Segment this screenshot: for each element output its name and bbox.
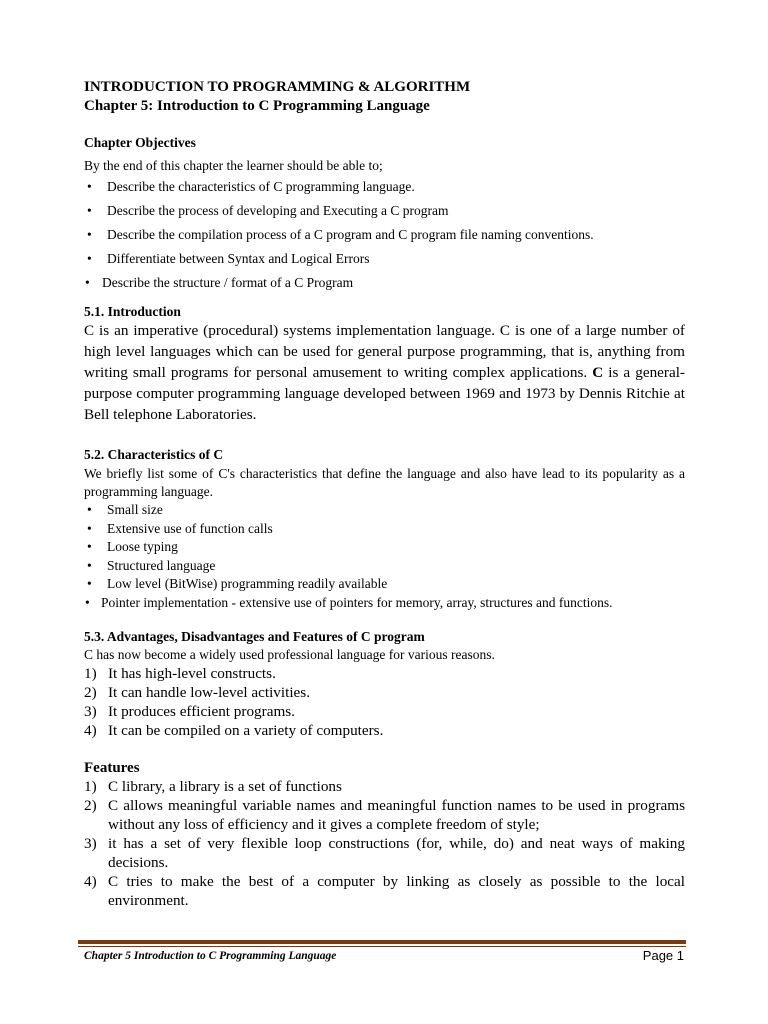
list-item: • Describe the process of developing and Executing a C program (84, 199, 685, 223)
introduction-heading: 5.1. Introduction (84, 304, 181, 319)
bullet-icon: • (87, 179, 92, 194)
page-number: Page 1 (642, 948, 684, 963)
footer-rule-thin (78, 946, 686, 947)
bullet-icon: • (87, 251, 92, 266)
list-item: • Low level (BitWise) programming readily available (84, 575, 685, 594)
list-item: 3) it has a set of very flexible loop constructions (for, while, do) and neat ways of making decisions. (84, 835, 685, 871)
list-item: • Loose typing (84, 538, 685, 557)
characteristics-intro: We briefly list some of C's characteristics that define the language and also have lead to its popularity as a programming language. (84, 466, 685, 499)
footer-chapter-label: Chapter 5 Introduction to C Programming Language (84, 950, 337, 962)
advantages-list (84, 664, 685, 740)
bullet-icon: • (87, 539, 92, 554)
advantages-heading: 5.3. Advantages, Disadvantages and Features of C program (84, 629, 425, 644)
document-page (84, 78, 685, 910)
list-item: • Extensive use of function calls (84, 520, 685, 539)
list-item: 2) C allows meaningful variable names and meaningful function names to be used in programs without any loss of efficiency and it gives a complete freedom of style; (84, 797, 685, 833)
bullet-icon: • (85, 275, 90, 290)
list-item: 1) It has high-level constructs. (84, 665, 276, 682)
list-item: • Small size (84, 501, 685, 520)
introduction-body: C is an imperative (procedural) systems implementation language. C is one of a large number of high level languages which can be used for general purpose programming, that is, anything from writing small programs for personal amusement to writing complex applications. C is a general-purpose computer programming language developed between 1969 and 1973 by Dennis Ritchie at Bell telephone Laboratories. (84, 322, 685, 423)
features-list (84, 777, 685, 910)
bullet-icon: • (87, 203, 92, 218)
advantages-intro: C has now become a widely used professional language for various reasons. (84, 647, 495, 662)
list-item: 4) C tries to make the best of a computer by linking as closely as possible to the local environment. (84, 873, 685, 909)
bullet-icon: • (85, 594, 90, 610)
list-item: 3) It produces efficient programs. (84, 703, 295, 720)
bullet-icon: • (87, 557, 92, 573)
list-item: • Describe the structure / format of a C Program (84, 271, 685, 295)
chapter-title: Chapter 5: Introduction to C Programming Language (84, 98, 430, 114)
list-item: • Structured language (84, 557, 685, 576)
objectives-intro: By the end of this chapter the learner should be able to; (84, 158, 383, 173)
characteristics-list (84, 501, 685, 612)
list-item: 1) C library, a library is a set of functions (84, 778, 342, 795)
objectives-list (84, 175, 685, 295)
document-title: INTRODUCTION TO PROGRAMMING & ALGORITHM (84, 79, 471, 95)
list-item: 4) It can be compiled on a variety of computers. (84, 722, 384, 739)
bullet-icon: • (87, 576, 92, 591)
list-item: 2) It can handle low-level activities. (84, 684, 310, 701)
bullet-icon: • (87, 502, 92, 517)
list-item: • Describe the characteristics of C programming language. (84, 175, 685, 199)
list-item: • Differentiate between Syntax and Logical Errors (84, 247, 685, 271)
characteristics-heading: 5.2. Characteristics of C (84, 447, 224, 462)
list-item: • Pointer implementation - extensive use of pointers for memory, array, structures and functions. (84, 594, 685, 613)
features-heading: Features (84, 760, 140, 776)
footer-rule (78, 940, 686, 944)
bullet-icon: • (87, 520, 92, 536)
bullet-icon: • (87, 227, 92, 242)
list-item: • Describe the compilation process of a C program and C program file naming conventions. (84, 223, 685, 247)
objectives-heading: Chapter Objectives (84, 135, 196, 150)
